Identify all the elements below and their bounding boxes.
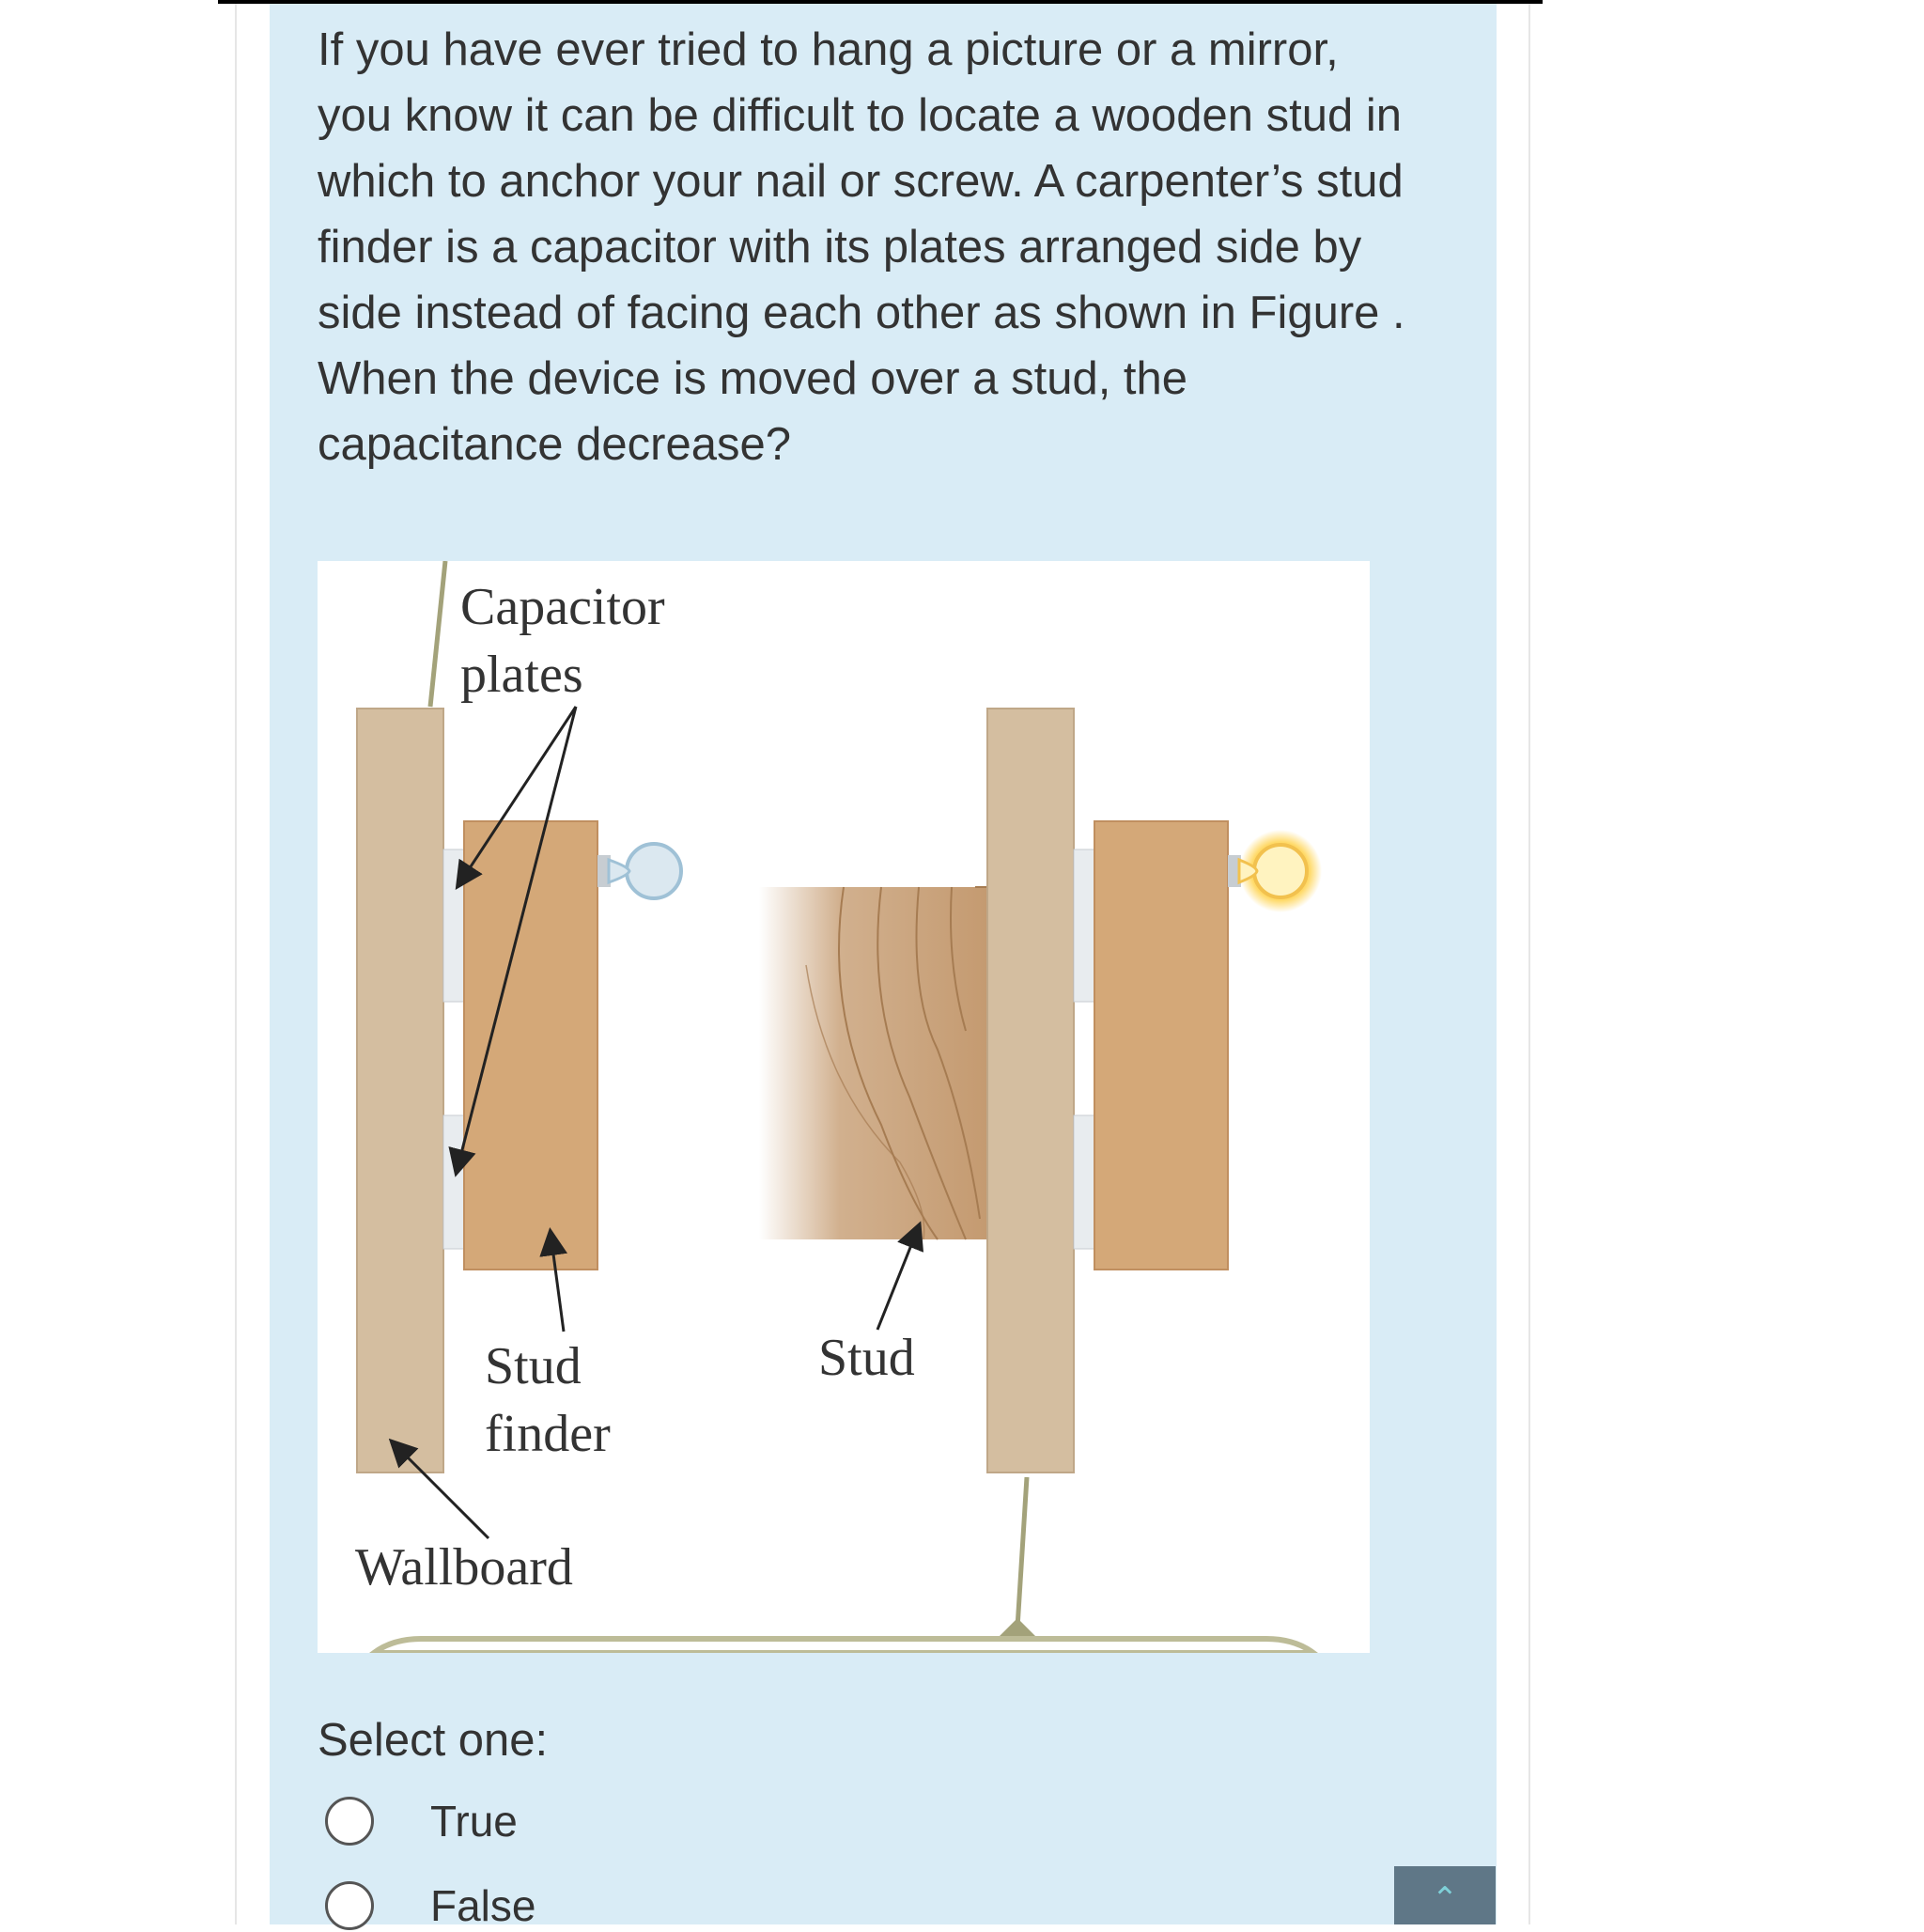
stud-finder-left	[464, 821, 597, 1270]
label-stud-finder-1: Stud	[485, 1337, 582, 1395]
label-wallboard: Wallboard	[355, 1538, 573, 1597]
leader-line-bottom	[1017, 1477, 1027, 1628]
figure-drawing	[318, 561, 1370, 1653]
bulb-off-icon	[597, 844, 681, 898]
capacitor-plate-right-bottom	[1074, 1115, 1094, 1249]
option-false[interactable]	[325, 1880, 535, 1931]
radio-true[interactable]	[325, 1797, 374, 1846]
bulb-on-icon	[1228, 830, 1322, 912]
wallboard-left	[357, 709, 443, 1472]
stud-wood	[759, 887, 989, 1239]
arrow-stud	[877, 1226, 919, 1330]
label-plates: plates	[460, 646, 583, 704]
select-one-label: Select one:	[318, 1715, 549, 1766]
scroll-to-top-button[interactable]	[1394, 1866, 1496, 1924]
radio-false[interactable]	[325, 1881, 374, 1930]
stud-finder-figure	[318, 561, 1370, 1653]
capacitor-plate-right-top	[1074, 849, 1094, 1002]
label-stud: Stud	[818, 1329, 915, 1387]
question-text: If you have ever tried to hang a picture or a mirror, you know it can be difficult to locate a wooden stud in which to anchor your nail or screw. A carpenter’s stud finder is a capacitor with its plates arranged side by side instead of facing each other as shown in Figure . When the device is moved over a stud, the capacitance decrease?	[318, 24, 1405, 470]
bottom-bracket	[374, 1639, 1313, 1653]
chevron-up-icon: ⌃	[1431, 1881, 1459, 1917]
option-true[interactable]	[325, 1796, 518, 1846]
capacitor-plate-left-bottom	[443, 1115, 464, 1249]
option-false-label: False	[430, 1881, 536, 1930]
label-capacitor: Capacitor	[460, 578, 665, 636]
label-stud-finder-2: finder	[485, 1405, 611, 1463]
leader-line-top	[430, 561, 445, 707]
stud-finder-right	[1094, 821, 1228, 1270]
option-true-label: True	[430, 1797, 518, 1846]
wallboard-right	[987, 709, 1074, 1472]
capacitor-plate-left-top	[443, 849, 464, 1002]
